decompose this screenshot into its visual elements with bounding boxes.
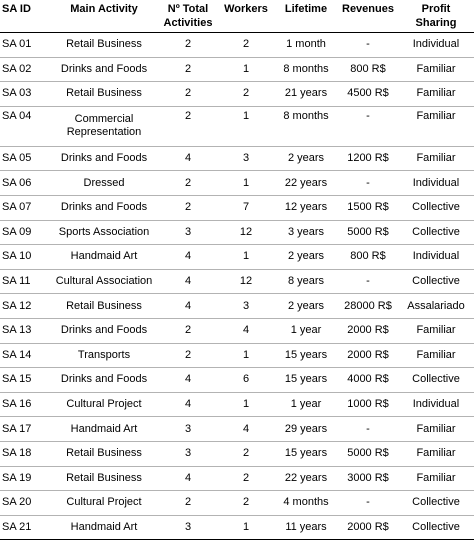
- total-activities-cell: 4: [158, 245, 218, 270]
- workers-cell: 2: [218, 491, 274, 516]
- profit-sharing-cell: Individual: [398, 33, 474, 58]
- total-activities-cell: 2: [158, 343, 218, 368]
- workers-cell: 3: [218, 294, 274, 319]
- workers-cell: 7: [218, 195, 274, 220]
- workers-cell: 3: [218, 146, 274, 171]
- main-activity-cell: Drinks and Foods: [50, 57, 158, 82]
- workers-cell: 2: [218, 466, 274, 491]
- sa-id-cell: SA 01: [0, 33, 50, 58]
- main-activity-cell: Sports Association: [50, 220, 158, 245]
- revenues-cell: -: [338, 171, 398, 196]
- total-activities-cell: 2: [158, 82, 218, 107]
- sa-id-cell: SA 17: [0, 417, 50, 442]
- revenues-cell: 1500 R$: [338, 195, 398, 220]
- profit-sharing-cell: Familiar: [398, 417, 474, 442]
- revenues-cell: -: [338, 106, 398, 146]
- header-revenues: Revenues: [338, 0, 398, 33]
- main-activity-cell: Drinks and Foods: [50, 195, 158, 220]
- main-activity-cell: Retail Business: [50, 441, 158, 466]
- table-row: [0, 171, 474, 196]
- header-row: [0, 0, 474, 33]
- workers-cell: 1: [218, 515, 274, 540]
- table-row: [0, 269, 474, 294]
- workers-cell: 1: [218, 343, 274, 368]
- lifetime-cell: 12 years: [274, 195, 338, 220]
- lifetime-cell: 29 years: [274, 417, 338, 442]
- main-activity-cell: Commercial Representation: [50, 106, 158, 146]
- main-activity-cell: Drinks and Foods: [50, 318, 158, 343]
- workers-cell: 1: [218, 392, 274, 417]
- table-body: [0, 33, 474, 540]
- total-activities-cell: 3: [158, 441, 218, 466]
- total-activities-cell: 4: [158, 368, 218, 393]
- main-activity-cell: Dressed: [50, 171, 158, 196]
- sa-id-cell: SA 11: [0, 269, 50, 294]
- total-activities-cell: 2: [158, 195, 218, 220]
- total-activities-cell: 2: [158, 171, 218, 196]
- revenues-cell: -: [338, 417, 398, 442]
- total-activities-cell: 2: [158, 318, 218, 343]
- lifetime-cell: 22 years: [274, 171, 338, 196]
- table-header: [0, 0, 474, 33]
- workers-cell: 12: [218, 269, 274, 294]
- lifetime-cell: 1 year: [274, 318, 338, 343]
- lifetime-cell: 22 years: [274, 466, 338, 491]
- main-activity-cell: Cultural Project: [50, 491, 158, 516]
- revenues-cell: -: [338, 491, 398, 516]
- header-profit-sharing: Profit Sharing: [398, 0, 474, 33]
- total-activities-cell: 4: [158, 146, 218, 171]
- lifetime-cell: 4 months: [274, 491, 338, 516]
- sa-id-cell: SA 05: [0, 146, 50, 171]
- total-activities-cell: 4: [158, 392, 218, 417]
- total-activities-cell: 2: [158, 491, 218, 516]
- sa-id-cell: SA 09: [0, 220, 50, 245]
- table-row: [0, 220, 474, 245]
- profit-sharing-cell: Collective: [398, 220, 474, 245]
- profit-sharing-cell: Familiar: [398, 466, 474, 491]
- profit-sharing-cell: Familiar: [398, 82, 474, 107]
- header-total-activities: Nº Total Activities: [158, 0, 218, 33]
- total-activities-cell: 4: [158, 269, 218, 294]
- workers-cell: 2: [218, 82, 274, 107]
- table-row: [0, 245, 474, 270]
- profit-sharing-cell: Collective: [398, 368, 474, 393]
- workers-cell: 1: [218, 245, 274, 270]
- revenues-cell: 4500 R$: [338, 82, 398, 107]
- table-row: [0, 33, 474, 58]
- table-row: [0, 491, 474, 516]
- revenues-cell: 1000 R$: [338, 392, 398, 417]
- header-sa-id: SA ID: [0, 0, 50, 33]
- sa-id-cell: SA 13: [0, 318, 50, 343]
- lifetime-cell: 15 years: [274, 343, 338, 368]
- profit-sharing-cell: Familiar: [398, 343, 474, 368]
- table-row: [0, 195, 474, 220]
- table-row: [0, 515, 474, 540]
- revenues-cell: 2000 R$: [338, 343, 398, 368]
- revenues-cell: 5000 R$: [338, 441, 398, 466]
- revenues-cell: 5000 R$: [338, 220, 398, 245]
- sa-id-cell: SA 03: [0, 82, 50, 107]
- sa-id-cell: SA 20: [0, 491, 50, 516]
- table-row: [0, 368, 474, 393]
- header-lifetime: Lifetime: [274, 0, 338, 33]
- profit-sharing-cell: Individual: [398, 392, 474, 417]
- main-activity-cell: Handmaid Art: [50, 515, 158, 540]
- lifetime-cell: 21 years: [274, 82, 338, 107]
- profit-sharing-cell: Familiar: [398, 57, 474, 82]
- revenues-cell: 3000 R$: [338, 466, 398, 491]
- profit-sharing-cell: Collective: [398, 515, 474, 540]
- sa-id-cell: SA 07: [0, 195, 50, 220]
- sa-id-cell: SA 12: [0, 294, 50, 319]
- main-activity-cell: Cultural Project: [50, 392, 158, 417]
- table-row: [0, 343, 474, 368]
- revenues-cell: 4000 R$: [338, 368, 398, 393]
- profit-sharing-cell: Individual: [398, 245, 474, 270]
- workers-cell: 1: [218, 57, 274, 82]
- lifetime-cell: 8 months: [274, 106, 338, 146]
- profit-sharing-cell: Collective: [398, 269, 474, 294]
- lifetime-cell: 2 years: [274, 146, 338, 171]
- sa-id-cell: SA 06: [0, 171, 50, 196]
- total-activities-cell: 4: [158, 294, 218, 319]
- profit-sharing-cell: Collective: [398, 491, 474, 516]
- workers-cell: 2: [218, 441, 274, 466]
- sa-id-cell: SA 10: [0, 245, 50, 270]
- main-activity-cell: Retail Business: [50, 294, 158, 319]
- table-row: [0, 441, 474, 466]
- total-activities-cell: 2: [158, 106, 218, 146]
- main-activity-cell: Drinks and Foods: [50, 146, 158, 171]
- sa-id-cell: SA 18: [0, 441, 50, 466]
- main-activity-cell: Handmaid Art: [50, 245, 158, 270]
- main-activity-cell: Handmaid Art: [50, 417, 158, 442]
- table-row: [0, 392, 474, 417]
- sa-id-cell: SA 16: [0, 392, 50, 417]
- main-activity-cell: Retail Business: [50, 466, 158, 491]
- table-row: [0, 106, 474, 146]
- main-activity-cell: Retail Business: [50, 33, 158, 58]
- header-main-activity: Main Activity: [50, 0, 158, 33]
- lifetime-cell: 8 months: [274, 57, 338, 82]
- table-row: [0, 82, 474, 107]
- profit-sharing-cell: Familiar: [398, 106, 474, 146]
- table-row: [0, 466, 474, 491]
- total-activities-cell: 3: [158, 417, 218, 442]
- sa-id-cell: SA 04: [0, 106, 50, 146]
- header-workers: Workers: [218, 0, 274, 33]
- revenues-cell: 800 R$: [338, 57, 398, 82]
- table-row: [0, 146, 474, 171]
- revenues-cell: 800 R$: [338, 245, 398, 270]
- sa-id-cell: SA 15: [0, 368, 50, 393]
- workers-cell: 4: [218, 318, 274, 343]
- main-activity-cell: Retail Business: [50, 82, 158, 107]
- workers-cell: 12: [218, 220, 274, 245]
- total-activities-cell: 2: [158, 33, 218, 58]
- main-activity-cell: Transports: [50, 343, 158, 368]
- lifetime-cell: 2 years: [274, 294, 338, 319]
- main-activity-cell: Drinks and Foods: [50, 368, 158, 393]
- workers-cell: 1: [218, 106, 274, 146]
- profit-sharing-cell: Collective: [398, 195, 474, 220]
- workers-cell: 4: [218, 417, 274, 442]
- workers-cell: 6: [218, 368, 274, 393]
- sa-id-cell: SA 19: [0, 466, 50, 491]
- sa-id-cell: SA 21: [0, 515, 50, 540]
- revenues-cell: 2000 R$: [338, 318, 398, 343]
- lifetime-cell: 15 years: [274, 441, 338, 466]
- total-activities-cell: 3: [158, 220, 218, 245]
- revenues-cell: 1200 R$: [338, 146, 398, 171]
- total-activities-cell: 3: [158, 515, 218, 540]
- lifetime-cell: 11 years: [274, 515, 338, 540]
- profit-sharing-cell: Familiar: [398, 441, 474, 466]
- main-activity-cell: Cultural Association: [50, 269, 158, 294]
- total-activities-cell: 4: [158, 466, 218, 491]
- sa-id-cell: SA 02: [0, 57, 50, 82]
- revenues-cell: -: [338, 33, 398, 58]
- profit-sharing-cell: Familiar: [398, 146, 474, 171]
- lifetime-cell: 15 years: [274, 368, 338, 393]
- profit-sharing-cell: Individual: [398, 171, 474, 196]
- lifetime-cell: 1 year: [274, 392, 338, 417]
- sa-id-cell: SA 14: [0, 343, 50, 368]
- lifetime-cell: 1 month: [274, 33, 338, 58]
- profit-sharing-cell: Familiar: [398, 318, 474, 343]
- workers-cell: 1: [218, 171, 274, 196]
- lifetime-cell: 8 years: [274, 269, 338, 294]
- profit-sharing-cell: Assalariado: [398, 294, 474, 319]
- table-row: [0, 57, 474, 82]
- lifetime-cell: 3 years: [274, 220, 338, 245]
- workers-cell: 2: [218, 33, 274, 58]
- table-row: [0, 318, 474, 343]
- revenues-cell: 28000 R$: [338, 294, 398, 319]
- revenues-cell: -: [338, 269, 398, 294]
- table-row: [0, 294, 474, 319]
- table-row: [0, 417, 474, 442]
- revenues-cell: 2000 R$: [338, 515, 398, 540]
- lifetime-cell: 2 years: [274, 245, 338, 270]
- total-activities-cell: 2: [158, 57, 218, 82]
